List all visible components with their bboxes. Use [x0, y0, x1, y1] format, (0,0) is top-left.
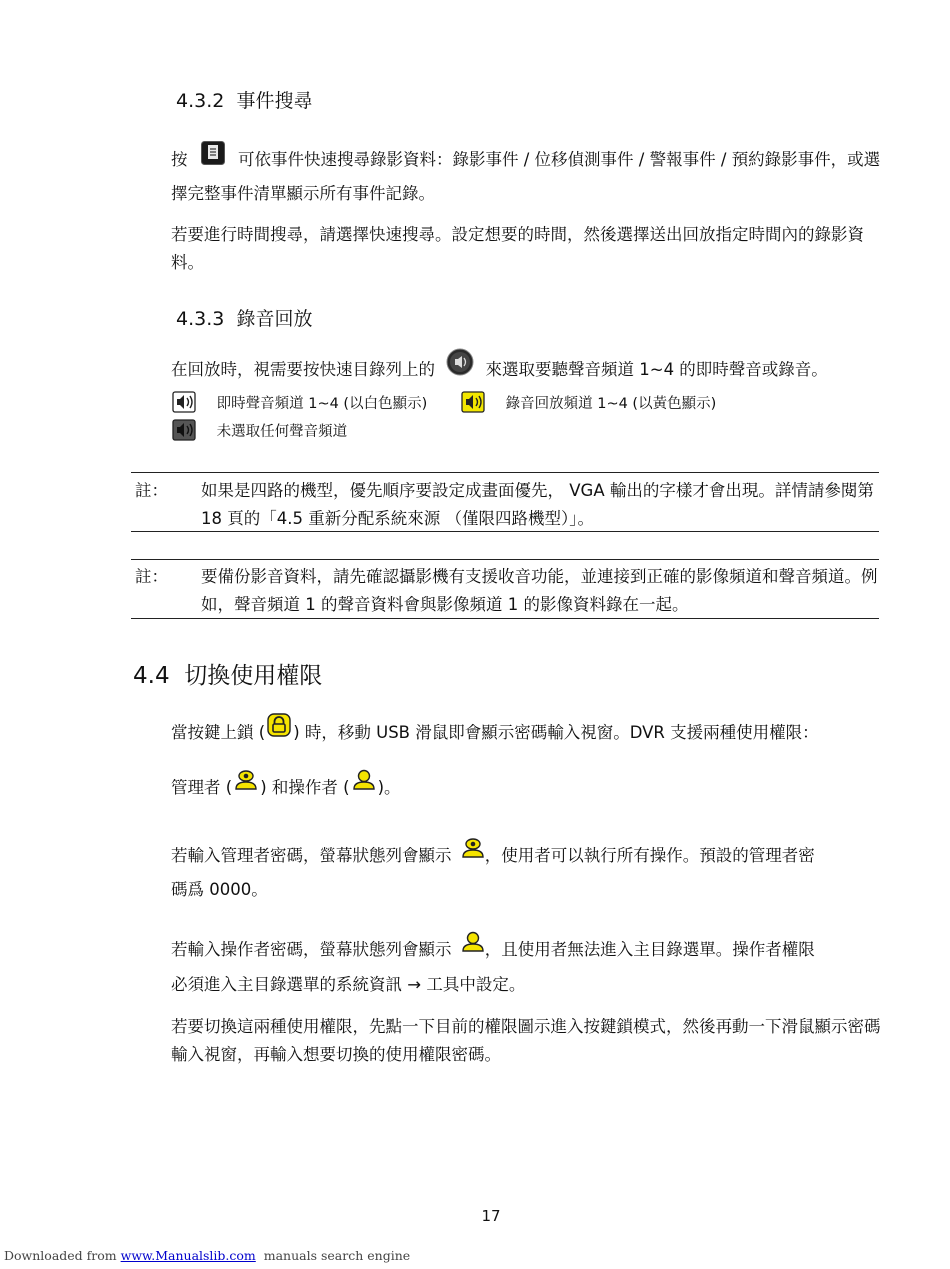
section-44-paragraph-3 — [171, 837, 891, 876]
legend-text: 未選取任何聲音頻道 — [216, 424, 348, 440]
text-segment: )。 — [377, 778, 401, 797]
heading-number: 4.4 — [133, 663, 170, 689]
supervisor-status-icon — [461, 837, 485, 868]
no-audio-gray-icon — [172, 419, 196, 445]
heading-text: 事件搜尋 — [236, 90, 313, 112]
section-432-paragraph-2: 若要進行時間搜尋，請選擇快速搜尋。設定想要的時間，然後選擇送出回放指定時間內的錄影資料。 — [171, 225, 864, 272]
text-segment: ) 時，移動 USB 滑鼠即會顯示密碼輸入視窗。DVR 支援兩種使用權限： — [293, 723, 819, 742]
text-segment: 當按鍵上鎖 ( — [171, 723, 266, 742]
text-segment: 按 — [171, 150, 188, 169]
note-text: 要備份影音資料，請先確認攝影機有支援收音功能，並連接到正確的影像頻道和聲音頻道。例如，聲音頻道 1 的聲音資料會與影像頻道 1 的影像資料錄在一起。 — [201, 567, 878, 614]
heading-number: 4.3.2 — [176, 90, 225, 112]
section-44-paragraph-5: 若要切換這兩種使用權限，先點一下目前的權限圖示進入按鍵鎖模式，然後再動一下滑鼠顯示密碼輸入視窗，再輸入想要切換的使用權限密碼。 — [171, 1017, 881, 1064]
section-44-paragraph-4 — [171, 931, 891, 970]
legend-text: 錄音回放頻道 1~4 (以黃色顯示) — [505, 396, 717, 412]
section-432-heading — [176, 86, 312, 113]
section-433-heading — [176, 304, 312, 331]
section-44-paragraph-2 — [171, 769, 401, 808]
footer-suffix: manuals search engine — [263, 1248, 411, 1263]
text-segment: 若輸入管理者密碼，螢幕狀態列會顯示 — [171, 846, 452, 865]
event-search-icon — [201, 141, 225, 174]
legend-text: 即時聲音頻道 1~4 (以白色顯示) — [216, 396, 428, 412]
legend-recorded-audio — [461, 391, 716, 417]
section-44-paragraph-4-cont: 必須進入主目錄選單的系統資訊 → 工具中設定。 — [171, 975, 526, 994]
text-segment: 在回放時，視需要按快速目錄列上的 — [171, 360, 435, 379]
legend-live-audio — [172, 391, 427, 417]
legend-no-audio — [172, 419, 347, 445]
heading-text: 切換使用權限 — [184, 663, 323, 689]
operator-status-icon — [461, 931, 485, 962]
note-box-2 — [131, 559, 879, 619]
text-segment: 來選取要聽聲音頻道 1~4 的即時聲音或錄音。 — [485, 360, 828, 379]
section-433-paragraph — [171, 348, 891, 393]
supervisor-icon — [234, 769, 258, 800]
key-lock-icon — [267, 713, 291, 746]
audio-button-icon — [446, 348, 474, 385]
note-label: 註： — [135, 481, 168, 500]
section-44-paragraph-1 — [171, 713, 891, 754]
page-number: 17 — [481, 1207, 501, 1225]
note-text: 如果是四路的機型，優先順序要設定成畫面優先， VGA 輸出的字樣才會出現。詳情請參閱第 18 頁的「4.5 重新分配系統來源 （僅限四路機型）」。 — [201, 481, 874, 528]
text-segment: 若輸入操作者密碼，螢幕狀態列會顯示 — [171, 940, 452, 959]
text-segment: 管理者 ( — [171, 778, 233, 797]
heading-text: 錄音回放 — [236, 308, 313, 330]
heading-number: 4.3.3 — [176, 308, 225, 330]
manualslib-link[interactable]: www.Manualslib.com — [120, 1248, 256, 1263]
recorded-audio-yellow-icon — [461, 391, 485, 417]
section-44-paragraph-3-cont: 碼爲 0000。 — [171, 880, 268, 899]
section-432-paragraph-1 — [171, 141, 883, 208]
text-segment: ，使用者可以執行所有操作。預設的管理者密 — [484, 846, 815, 865]
text-segment: ，且使用者無法進入主目錄選單。操作者權限 — [484, 940, 815, 959]
text-segment: 可依事件快速搜尋錄影資料：錄影事件 / 位移偵測事件 / 警報事件 / 預約錄影事件，或選擇完整事件清單顯示所有事件記錄。 — [171, 150, 881, 203]
footer — [4, 1248, 410, 1263]
footer-prefix: Downloaded from — [4, 1248, 117, 1263]
live-audio-white-icon — [172, 391, 196, 417]
operator-icon — [352, 769, 376, 800]
text-segment: ) 和操作者 ( — [260, 778, 350, 797]
note-label: 註： — [135, 567, 168, 586]
note-box-1 — [131, 472, 879, 532]
section-44-heading — [133, 657, 322, 690]
